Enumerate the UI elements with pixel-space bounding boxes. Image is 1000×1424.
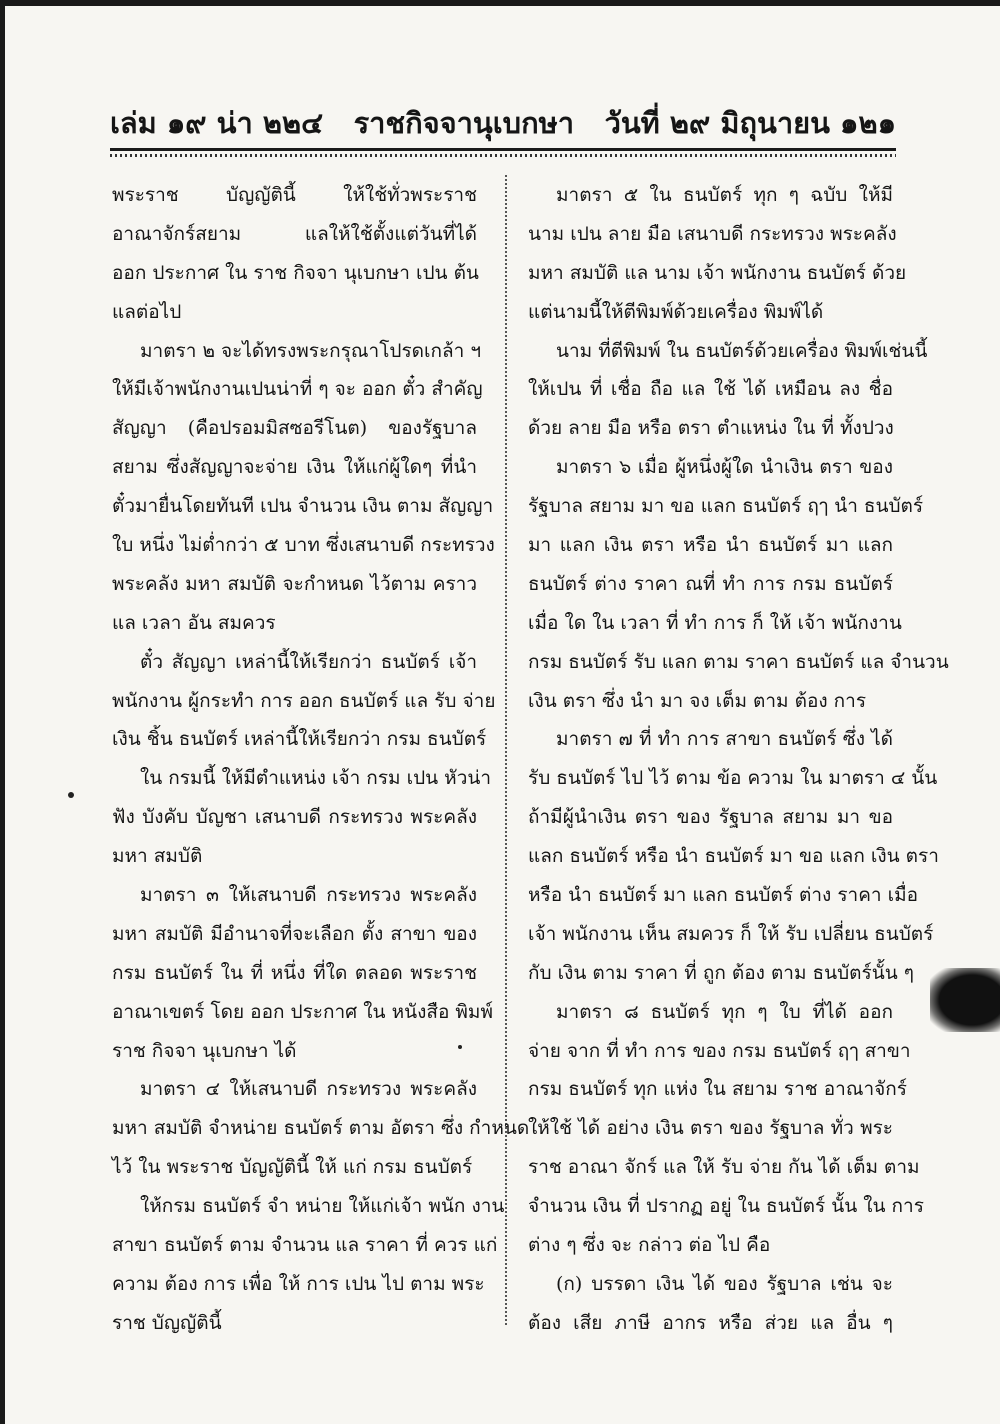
text-line: มาตรา ๕ ใน ธนบัตร์ ทุก ๆ ฉบับ ให้มี [556,184,893,206]
issue-date: วันที่ ๒๙ มิถุนายน ๑๒๑ [604,106,896,140]
text-line: เจ้า พนักงาน เห็น สมควร ก็ ให้ รับ เปลี่ยน ธนบัตร์ [528,922,934,945]
text-line: มาตรา ๓ ให้เสนาบดี กระทรวง พระคลัง [140,884,477,907]
right-column [528,176,949,1343]
text-line: หรือ นำ ธนบัตร์ มา แลก ธนบัตร์ ต่าง ราคา เมื่อ [528,884,919,907]
text-line: ใบ หนึ่ง ไม่ต่ำกว่า ๕ บาท ซึ่งเสนาบดี กระทรวง [112,534,495,557]
text-line: ธนบัตร์ ต่าง ราคา ณที่ ทำ การ กรม ธนบัตร์ [528,572,893,595]
text-line: มาตรา ๔ ให้เสนาบดี กระทรวง พระคลัง [140,1078,477,1101]
text-line: แลต่อไป [112,300,182,323]
text-line: ใน กรมนี้ ให้มีตำแหน่ง เจ้า กรม เปน หัวน่า [140,767,492,790]
text-line: มาตรา ๖ เมื่อ ผู้หนึ่งผู้ใด นำเงิน ตรา ของ [556,456,893,479]
text-line: ให้เปน ที่ เชื่อ ถือ แล ใช้ ได้ เหมือน ลง ชื่อ [528,378,893,401]
text-line: ให้กรม ธนบัตร์ จำ หน่าย ให้แก่เจ้า พนัก งาน [140,1195,505,1218]
text-line: อาณาจักร์สยาม แลให้ใช้ตั้งแต่วันที่ได้ [112,222,477,245]
scan-edge-top [0,0,1000,6]
scan-edge-left [0,0,5,1424]
page-header [110,100,896,146]
text-line: กรม ธนบัตร์ ทุก แห่ง ใน สยาม ราช อาณาจักร์ [528,1078,907,1101]
text-line: รัฐบาล สยาม มา ขอ แลก ธนบัตร์ ฤๅ นำ ธนบัตร์ [528,495,924,518]
text-line: ไว้ ใน พระราช บัญญัตินี้ ให้ แก่ กรม ธนบัตร์ [112,1156,473,1179]
text-line: สัญญา (คือปรอมมิสซอรีโนต) ของรัฐบาล [112,417,477,440]
text-line: มาตรา ๒ จะได้ทรงพระกรุณาโปรดเกล้า ฯ [140,339,482,362]
text-line: มหา สมบัติ แล นาม เจ้า พนักงาน ธนบัตร์ ด้วย [528,261,907,284]
text-line: เงิน ชิ้น ธนบัตร์ เหล่านี้ให้เรียกว่า กรม ธนบัตร์ [112,728,487,751]
text-line: ความ ต้อง การ เพื่อ ให้ การ เปน ไป ตาม พระ [112,1272,485,1295]
text-line: ให้มีเจ้าพนักงานเปนน่าที่ ๆ จะ ออก ตั๋ว สำคัญ [112,378,483,401]
text-line: แล เวลา อัน สมควร [112,611,276,634]
ink-speck [68,792,74,798]
text-line: ฟัง บังคับ บัญชา เสนาบดี กระทรวง พระคลัง [112,806,477,829]
left-column [112,176,530,1343]
column-divider [505,175,507,1325]
text-line: ตั๋วมายื่นโดยทันที เปน จำนวน เงิน ตาม สัญญา [112,495,494,518]
text-line: สาขา ธนบัตร์ ตาม จำนวน แล ราคา ที่ ควร แก่ [112,1234,498,1257]
text-line: (ก) บรรดา เงิน ได้ ของ รัฐบาล เช่น จะ [556,1272,893,1295]
text-line: สยาม ซึ่งสัญญาจะจ่าย เงิน ให้แก่ผู้ใดๆ ที่นำ [112,456,477,479]
gazette-title: ราชกิจจานุเบกษา [353,106,575,140]
text-line: มาตรา ๘ ธนบัตร์ ทุก ๆ ใบ ที่ได้ ออก [556,1000,893,1023]
volume-page-number: เล่ม ๑๙ น่า ๒๒๔ [110,106,324,140]
text-line: กรม ธนบัตร์ ใน ที่ หนึ่ง ที่ใด ตลอด พระราช [112,961,477,984]
text-line: พระคลัง มหา สมบัติ จะกำหนด ไว้ตาม คราว [112,572,477,595]
text-line: กับ เงิน ตาม ราคา ที่ ถูก ต้อง ตาม ธนบัตร์นั้น ๆ [528,961,914,984]
text-line: แลก ธนบัตร์ หรือ นำ ธนบัตร์ มา ขอ แลก เงิน ตรา [528,845,939,868]
text-line: จำนวน เงิน ที่ ปรากฏ อยู่ ใน ธนบัตร์ นั้น ใน การ [528,1195,924,1218]
text-line: เงิน ตรา ซึ่ง นำ มา จง เต็ม ตาม ต้อง การ [528,689,867,712]
text-line: จ่าย จาก ที่ ทำ การ ของ กรม ธนบัตร์ ฤๅ สาขา [528,1039,911,1062]
text-line: ต้อง เสีย ภาษี อากร หรือ ส่วย แล อื่น ๆ [528,1311,893,1334]
text-line: ราช กิจจา นุเบกษา ได้ [112,1039,297,1062]
text-line: กรม ธนบัตร์ รับ แลก ตาม ราคา ธนบัตร์ แล จำนวน [528,650,949,673]
header-rule [110,148,896,159]
text-line: นาม ที่ตีพิมพ์ ใน ธนบัตร์ด้วยเครื่อง พิมพ์เช่นนี้ [556,339,928,362]
text-line: มาตรา ๗ ที่ ทำ การ สาขา ธนบัตร์ ซึ่ง ได้ [556,728,893,751]
text-line: มา แลก เงิน ตรา หรือ นำ ธนบัตร์ มา แลก [528,534,893,557]
text-line: มหา สมบัติ มีอำนาจที่จะเลือก ตั้ง สาขา ของ [112,922,477,945]
text-line: ต่าง ๆ ซึ่ง จะ กล่าว ต่อ ไป คือ [528,1234,771,1257]
ink-blot [930,968,1000,1032]
text-line: ถ้ามีผู้นำเงิน ตรา ของ รัฐบาล สยาม มา ขอ [528,806,893,829]
text-line: พระราช บัญญัตินี้ ให้ใช้ทั่วพระราช [112,184,477,206]
text-line: มหา สมบัติ [112,845,203,868]
text-line: นาม เปน ลาย มือ เสนาบดี กระทรวง พระคลัง [528,222,897,245]
text-line: ด้วย ลาย มือ หรือ ตรา ตำแหน่ง ใน ที่ ทั้งปวง [528,417,894,440]
text-line: รับ ธนบัตร์ ไป ไว้ ตาม ข้อ ความ ใน มาตรา ๔ นั้น [528,767,938,790]
text-line: ให้ใช้ ได้ อย่าง เงิน ตรา ของ รัฐบาล ทั่ว พระ [528,1117,893,1140]
text-line: แต่นามนี้ให้ตีพิมพ์ด้วยเครื่อง พิมพ์ได้ [528,300,824,323]
text-line: อาณาเขตร์ โดย ออก ประกาศ ใน หนังสือ พิมพ์ [112,1000,493,1023]
ink-speck [458,1045,462,1049]
text-line: ตั๋ว สัญญา เหล่านี้ให้เรียกว่า ธนบัตร์ เจ้า [140,650,477,673]
text-line: เมื่อ ใด ใน เวลา ที่ ทำ การ ก็ ให้ เจ้า พนักงาน [528,611,902,634]
text-line: มหา สมบัติ จำหน่าย ธนบัตร์ ตาม อัตรา ซึ่ง กำหนด [112,1117,530,1140]
text-line: ออก ประกาศ ใน ราช กิจจา นุเบกษา เปน ต้น [112,261,479,284]
text-line: พนักงาน ผู้กระทำ การ ออก ธนบัตร์ แล รับ จ่าย [112,689,496,712]
text-line: ราช อาณา จักร์ แล ให้ รับ จ่าย กัน ได้ เต็ม ตาม [528,1156,920,1179]
text-line: ราช บัญญัตินี้ [112,1311,222,1334]
